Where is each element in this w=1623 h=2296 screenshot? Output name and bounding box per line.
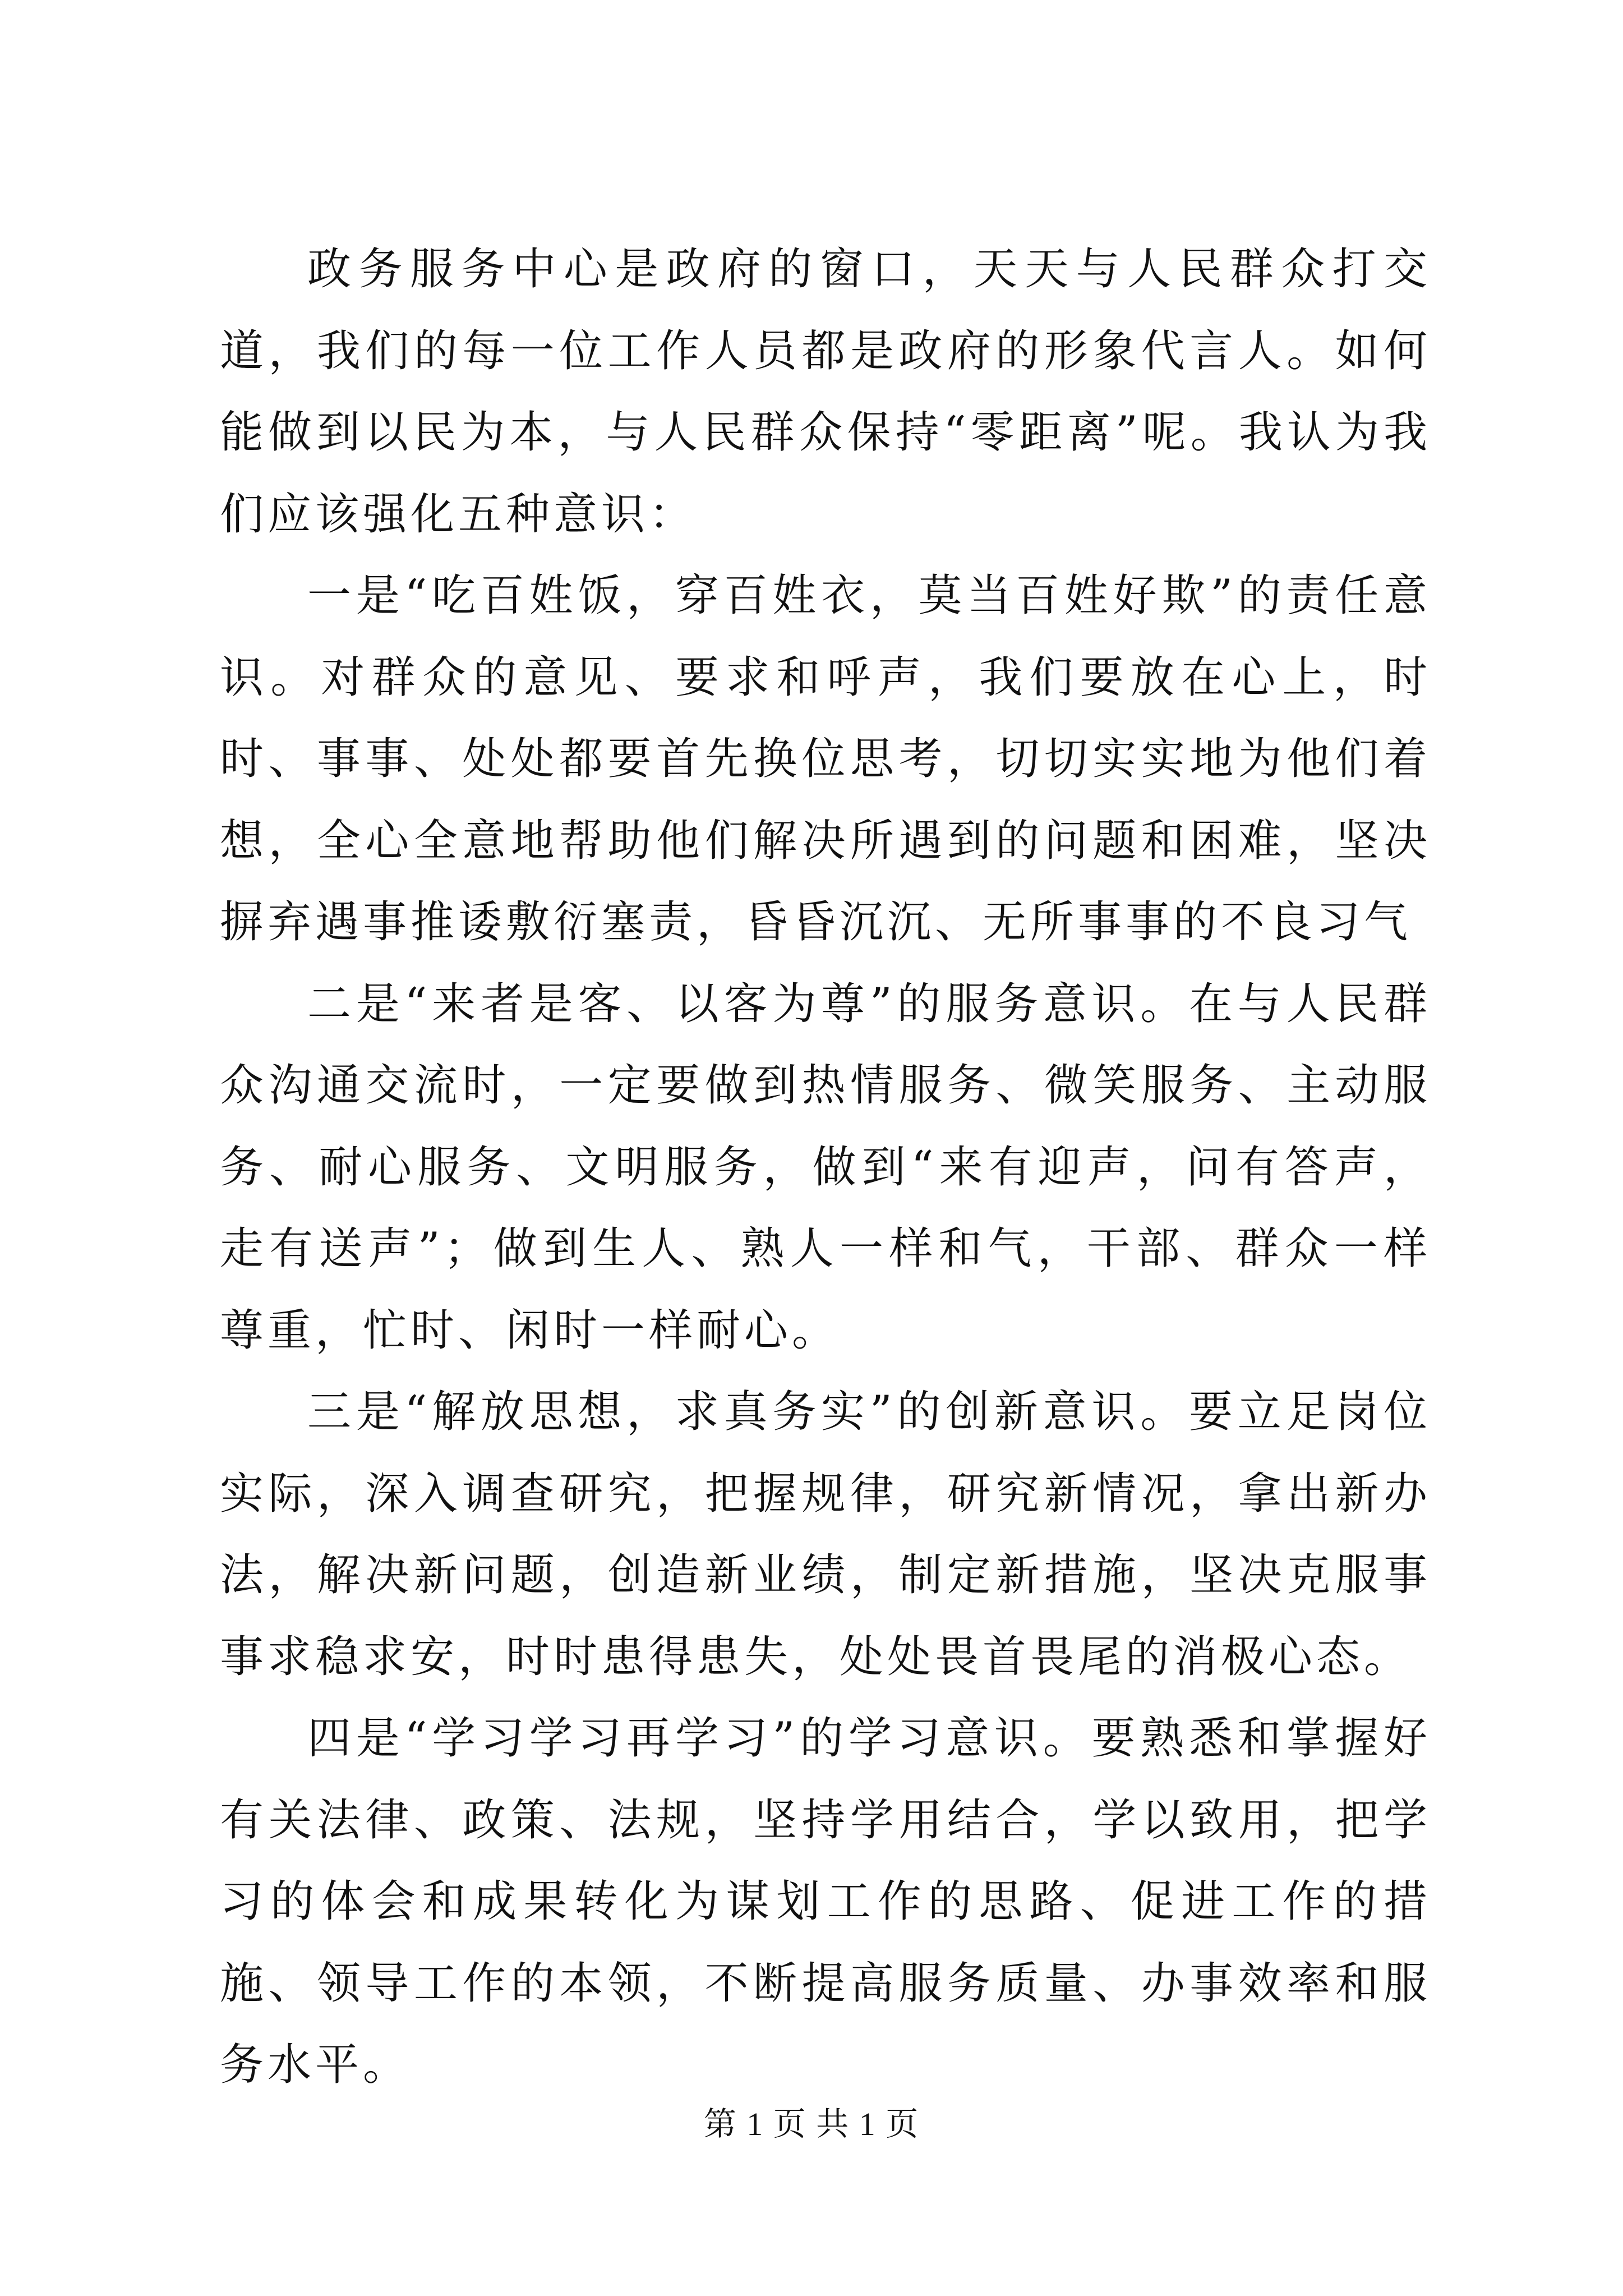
- paragraph-learning: 四是“学习学习再学习”的学习意识。要熟悉和掌握好有关法律、政策、法规，坚持学用结合，学以致用，把学习的体会和成果转化为谋划工作的思路、促进工作的措施、领导工作的本领，不断提高服务质量、办事效率和服务水平。: [220, 1713, 1431, 2090]
- paragraph-innovation: 三是“解放思想，求真务实”的创新意识。要立足岗位实际，深入调查研究，把握规律，研究新情况，拿出新办法，解决新问题，创造新业绩，制定新措施，坚决克服事事求稳求安，时时患得患失，处处畏首畏尾的消极心态。: [220, 1387, 1431, 1682]
- paragraph-service: 二是“来者是客、以客为尊”的服务意识。在与人民群众沟通交流时，一定要做到热情服务、微笑服务、主动服务、耐心服务、文明服务，做到“来有迎声，问有答声，走有送声”；做到生人、熟人一样和气，干部、群众一样尊重，忙时、闲时一样耐心。: [220, 978, 1431, 1356]
- paragraph-responsibility: 一是“吃百姓饭，穿百姓衣，莫当百姓好欺”的责任意识。对群众的意见、要求和呼声，我们要放在心上，时时、事事、处处都要首先换位思考，切切实实地为他们着想，全心全意地帮助他们解决所遇到的问题和困难，坚决摒弃遇事推诿敷衍塞责，昏昏沉沉、无所事事的不良习气: [220, 570, 1431, 947]
- document-body: [220, 229, 1431, 2106]
- page-number-footer: 第 1 页 共 1 页: [703, 2106, 920, 2142]
- paragraph-intro: 政务服务中心是政府的窗口，天天与人民群众打交道，我们的每一位工作人员都是政府的形象代言人。如何能做到以民为本，与人民群众保持“零距离”呢。我认为我们应该强化五种意识：: [220, 244, 1431, 540]
